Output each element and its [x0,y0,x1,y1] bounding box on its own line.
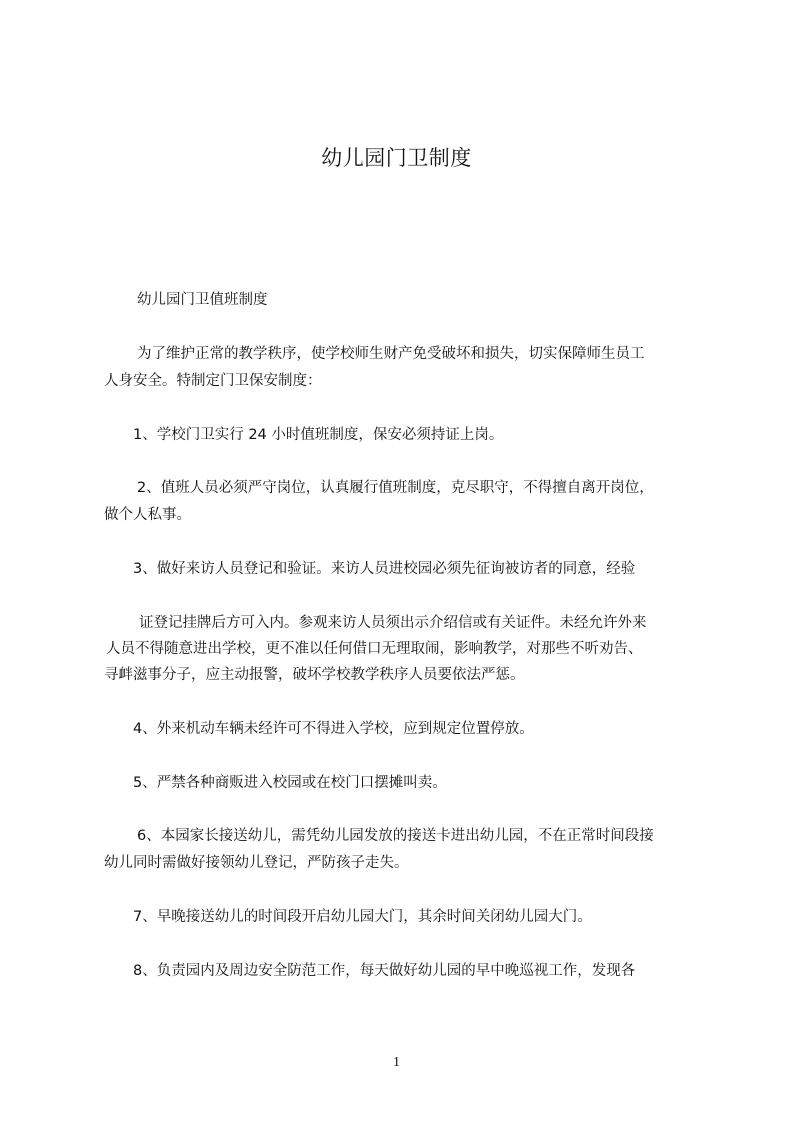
rule-6-line-1: 6、本园家长接送幼儿，需凭幼儿园发放的接送卡进出幼儿园，不在正常时间段接 [137,828,654,844]
section-subtitle: 幼儿园门卫值班制度 [137,292,268,308]
rule-1: 1、学校门卫实行 24 小时值班制度，保安必须持证上岗。 [133,427,504,443]
document-title: 幼儿园门卫制度 [321,146,472,170]
rule-2-line-1: 2、值班人员必须严守岗位，认真履行值班制度，克尽职守，不得擅自离开岗位， [137,480,654,496]
rule-3-cont-line-2: 人员不得随意进出学校，更不准以任何借口无理取闹，影响教学，对那些不听劝告、 [106,641,643,657]
rule-3-cont-line-1: 证登记挂牌后方可入内。参观来访人员须出示介绍信或有关证件。未经允许外来 [139,615,647,631]
rule-3-cont-line-3: 寻衅滋事分子，应主动报警，破坏学校教学秩序人员要依法严惩。 [104,667,525,683]
rule-2-line-2: 做个人私事。 [104,507,191,523]
rule-7: 7、早晚接送幼儿的时间段开启幼儿园大门，其余时间关闭幼儿园大门。 [133,909,592,925]
intro-line-1: 为了维护正常的教学秩序，使学校师生财产免受破坏和损失，切实保障师生员工 [137,346,645,362]
page-number: 1 [393,1055,400,1070]
rule-3: 3、做好来访人员登记和验证。来访人员进校园必须先征询被访者的同意，经验 [133,561,636,577]
rule-5: 5、严禁各种商贩进入校园或在校门口摆摊叫卖。 [133,775,447,791]
rule-8: 8、负责园内及周边安全防范工作，每天做好幼儿园的早中晚巡视工作，发现各 [133,963,636,979]
intro-line-2: 人身安全。特制定门卫保安制度： [104,373,322,389]
rule-4: 4、外来机动车辆未经许可不得进入学校，应到规定位置停放。 [133,721,534,737]
rule-6-line-2: 幼儿同时需做好接领幼儿登记，严防孩子走失。 [104,855,409,871]
